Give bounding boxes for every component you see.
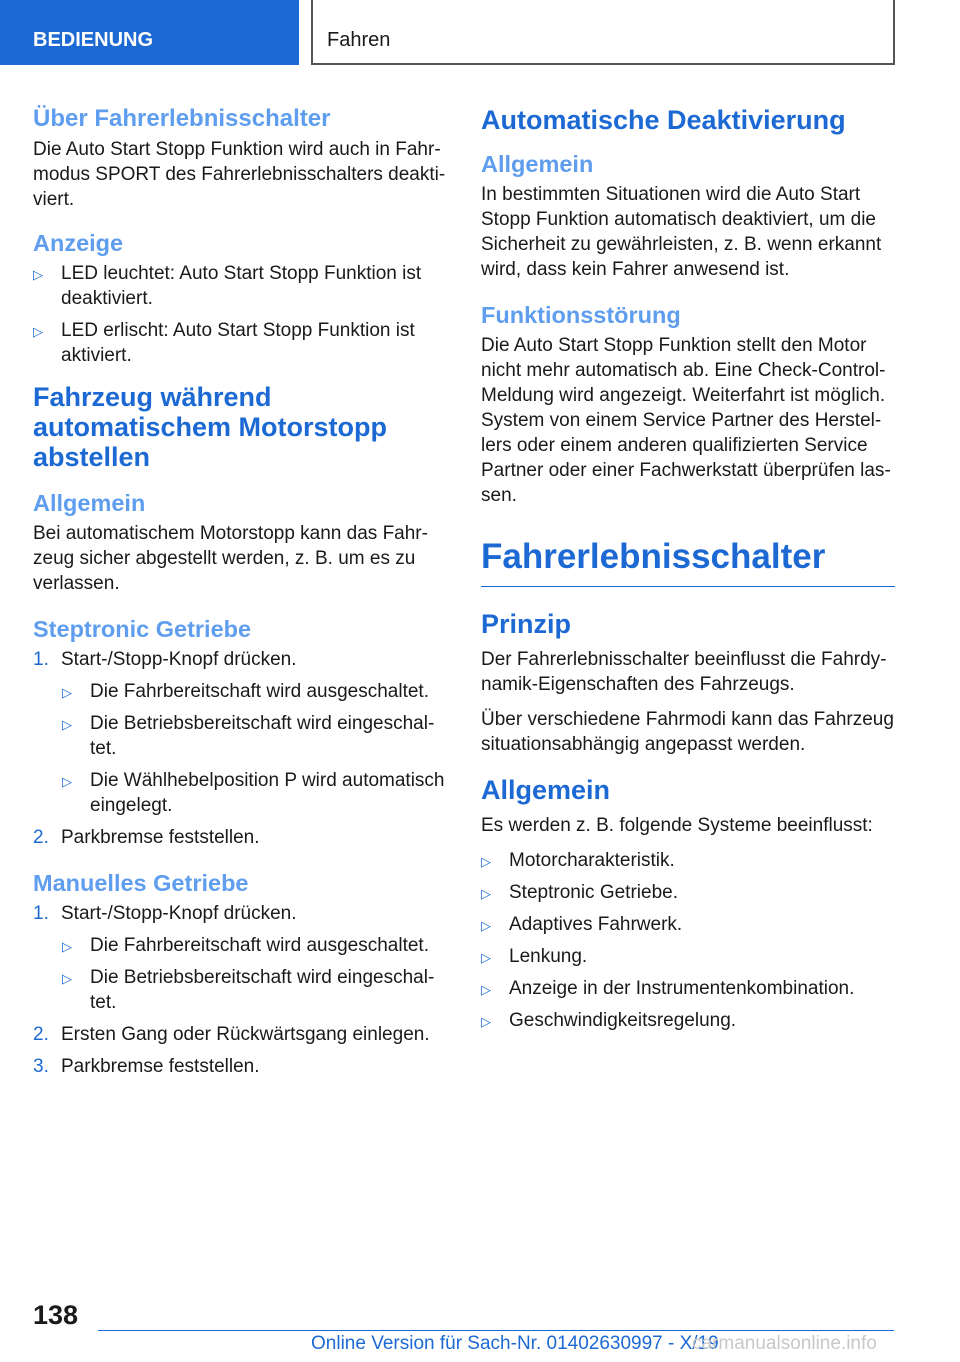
- triangle-bullet-icon: ▷: [62, 971, 72, 986]
- paragraph: In bestimmten Situationen wird die Auto Start Stopp Funktion automatisch deaktiviert, um die Sicherheit zu gewährleisten, z. B. wenn erkannt wird, dass kein Fahrer anwesend ist.: [481, 184, 882, 280]
- manuell-steps: [33, 901, 451, 1079]
- sub-item: ▷ Die Fahrbereitschaft wird ausgeschaltet.: [62, 679, 451, 704]
- list-item: ▷ Lenkung.: [481, 944, 895, 969]
- sub-item: ▷ Die Betriebsbereitschaft wird eingeschaltet.: [62, 967, 435, 1013]
- step-item: 2. Parkbremse feststellen.: [33, 827, 260, 848]
- list-item: ▷ Motorcharakteristik.: [481, 848, 895, 873]
- list-item: ▷ Steptronic Getriebe.: [481, 880, 895, 905]
- heading-steptronic: Steptronic Getriebe: [33, 616, 252, 642]
- list-item: ▷ LED leuchtet: Auto Start Stopp Funktion ist deaktiviert.: [33, 263, 422, 309]
- step-item: 1. Start-/Stopp-Knopf drücken.: [33, 903, 297, 924]
- triangle-bullet-icon: ▷: [33, 324, 43, 339]
- sub-item: ▷ Die Wählhebelposition P wird automatisch eingelegt.: [62, 770, 445, 816]
- triangle-bullet-icon: ▷: [481, 854, 491, 869]
- triangle-bullet-icon: ▷: [62, 939, 72, 954]
- paragraph: Die Auto Start Stopp Funktion stellt den Motor nicht mehr automatisch ab. Eine Check-Control-Meldung wird angezeigt. Weiterfahrt ist möglich. System von einem Service Partner des Herstellers oder einem anderen qualifizierten Service Partner oder einer Fachwerkstatt überprüfen lassen.: [481, 335, 891, 506]
- step-item: 3. Parkbremse feststellen.: [33, 1056, 260, 1077]
- heading-allgemein-2: Allgemein: [481, 775, 611, 805]
- triangle-bullet-icon: ▷: [481, 1014, 491, 1029]
- chapter-title: Fahren: [311, 0, 895, 65]
- section-tab: BEDIENUNG: [0, 0, 299, 65]
- watermark: carmanualsonline.info: [692, 1333, 877, 1354]
- page-number: 138: [33, 1300, 79, 1330]
- sub-item: ▷ Die Fahrbereitschaft wird ausgeschaltet.: [62, 933, 451, 958]
- list-item: ▷ Adaptives Fahrwerk.: [481, 912, 895, 937]
- triangle-bullet-icon: ▷: [481, 886, 491, 901]
- heading-ueber-fahrerlebnisschalter: Über Fahrerlebnisschalter: [33, 105, 331, 132]
- paragraph: Bei automatischem Motorstopp kann das Fahrzeug sicher abgestellt werden, z. B. um es zu verlassen.: [33, 523, 428, 594]
- heading-allgemein: Allgemein: [33, 490, 146, 516]
- triangle-bullet-icon: ▷: [62, 685, 72, 700]
- anzeige-list: [33, 261, 451, 368]
- right-column: [481, 100, 895, 1041]
- heading-anzeige: Anzeige: [33, 230, 124, 256]
- heading-prinzip: Prinzip: [481, 609, 572, 639]
- step-item: 2. Ersten Gang oder Rückwärtsgang einlegen.: [33, 1024, 430, 1045]
- heading-fahrerlebnisschalter: Fahrerlebnisschalter: [481, 536, 895, 587]
- triangle-bullet-icon: ▷: [481, 982, 491, 997]
- footer-version-text: Online Version für Sach-Nr. 01402630997 - X/19: [311, 1333, 719, 1354]
- triangle-bullet-icon: ▷: [33, 267, 43, 282]
- paragraph: Es werden z. B. folgende Systeme beeinflusst:: [481, 815, 873, 836]
- heading-funktionsstoerung: Funktionsstörung: [481, 302, 681, 328]
- triangle-bullet-icon: ▷: [481, 950, 491, 965]
- steptronic-steps: [33, 647, 451, 850]
- step-item: 1. Start-/Stopp-Knopf drücken.: [33, 649, 297, 670]
- triangle-bullet-icon: ▷: [62, 774, 72, 789]
- heading-automatische-deaktivierung: Automatische Deaktivierung: [481, 105, 846, 135]
- left-column: [33, 100, 451, 1087]
- sub-item: ▷ Die Betriebsbereitschaft wird eingeschaltet.: [62, 713, 435, 759]
- paragraph: Der Fahrerlebnisschalter beeinflusst die Fahrdynamik-Eigenschaften des Fahrzeugs.: [481, 649, 887, 695]
- list-item: ▷ Anzeige in der Instrumentenkombination.: [481, 976, 895, 1001]
- triangle-bullet-icon: ▷: [481, 918, 491, 933]
- paragraph: Über verschiedene Fahrmodi kann das Fahrzeug situationsabhängig angepasst werden.: [481, 709, 894, 755]
- list-item: ▷ LED erlischt: Auto Start Stopp Funktion ist aktiviert.: [33, 320, 415, 366]
- heading-fahrzeug-abstellen: Fahrzeug während automatischem Motorstopp abstellen: [33, 382, 388, 472]
- triangle-bullet-icon: ▷: [62, 717, 72, 732]
- list-item: ▷ Geschwindigkeitsregelung.: [481, 1008, 895, 1033]
- systems-list: [481, 848, 895, 1033]
- heading-allgemein: Allgemein: [481, 151, 594, 177]
- heading-manuelles-getriebe: Manuelles Getriebe: [33, 870, 249, 896]
- paragraph: Die Auto Start Stopp Funktion wird auch in Fahrmodus SPORT des Fahrerlebnisschalters deaktiviert.: [33, 139, 446, 210]
- footer-divider: [98, 1330, 894, 1331]
